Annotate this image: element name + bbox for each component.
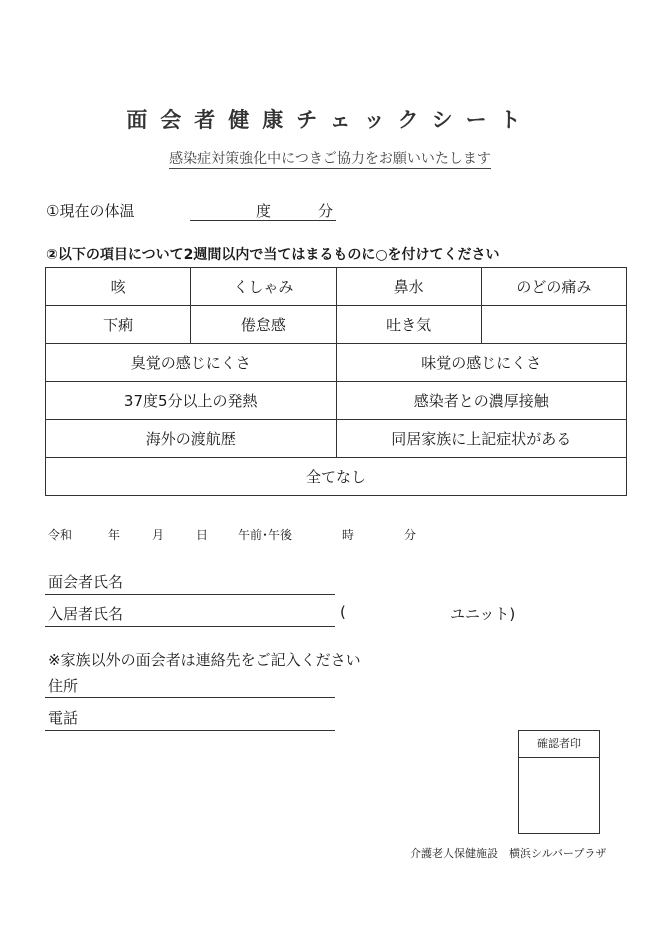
phone-line[interactable] bbox=[45, 730, 335, 731]
symptom-cell[interactable]: 鼻水 bbox=[336, 268, 481, 306]
temperature-degree-unit: 度 bbox=[256, 202, 272, 220]
resident-name-label: 入居者氏名 bbox=[48, 605, 124, 623]
symptom-cell[interactable]: 海外の渡航歴 bbox=[46, 420, 337, 458]
datetime-month: 月 bbox=[152, 528, 165, 542]
stamp-label: 確認者印 bbox=[519, 731, 599, 758]
resident-unit: ユニット) bbox=[450, 605, 516, 623]
symptom-cell[interactable]: 咳 bbox=[46, 268, 191, 306]
symptom-cell[interactable]: のどの痛み bbox=[481, 268, 626, 306]
resident-name-line[interactable] bbox=[45, 626, 335, 627]
symptom-cell-none[interactable]: 全てなし bbox=[46, 458, 627, 496]
visitor-name-label: 面会者氏名 bbox=[48, 573, 124, 591]
temperature-field[interactable] bbox=[46, 200, 334, 221]
address-line[interactable] bbox=[45, 697, 335, 698]
symptom-cell[interactable]: 倦怠感 bbox=[191, 306, 336, 344]
visit-datetime[interactable] bbox=[48, 526, 468, 546]
datetime-era: 令和 bbox=[48, 528, 73, 542]
symptom-cell[interactable]: くしゃみ bbox=[191, 268, 336, 306]
question-2: ②以下の項目について2週間以内で当てはまるものに○を付けてください bbox=[46, 247, 500, 263]
symptom-cell-empty bbox=[481, 306, 626, 344]
visitor-name-line[interactable] bbox=[45, 594, 335, 595]
symptom-table bbox=[45, 267, 627, 496]
symptom-cell[interactable]: 吐き気 bbox=[336, 306, 481, 344]
subtitle-text: 感染症対策強化中につきご協力をお願いいたします bbox=[169, 151, 491, 167]
symptom-cell[interactable]: 同居家族に上記症状がある bbox=[336, 420, 627, 458]
resident-paren: ( bbox=[340, 603, 346, 621]
symptom-cell[interactable]: 37度5分以上の発熱 bbox=[46, 382, 337, 420]
address-label: 住所 bbox=[48, 677, 79, 695]
confirmer-stamp-box[interactable] bbox=[518, 730, 600, 834]
symptom-cell[interactable]: 味覚の感じにくさ bbox=[336, 344, 627, 382]
contact-note: ※家族以外の面会者は連絡先をご記入ください bbox=[48, 651, 361, 669]
datetime-day: 日 bbox=[196, 528, 209, 542]
datetime-year: 年 bbox=[108, 528, 121, 542]
datetime-hour: 時 bbox=[342, 528, 355, 542]
facility-name: 介護老人保健施設 横浜シルバープラザ bbox=[410, 847, 607, 860]
symptom-cell[interactable]: 感染者との濃厚接触 bbox=[336, 382, 627, 420]
page-subtitle bbox=[0, 148, 660, 168]
symptom-cell[interactable]: 下痢 bbox=[46, 306, 191, 344]
temperature-minute-unit: 分 bbox=[318, 202, 334, 220]
datetime-ampm: 午前･午後 bbox=[238, 528, 293, 542]
temperature-label: ①現在の体温 bbox=[46, 202, 135, 220]
page-title: 面会者健康チェックシート bbox=[126, 108, 534, 132]
phone-label: 電話 bbox=[48, 709, 79, 727]
datetime-minute: 分 bbox=[404, 528, 417, 542]
symptom-cell[interactable]: 臭覚の感じにくさ bbox=[46, 344, 337, 382]
